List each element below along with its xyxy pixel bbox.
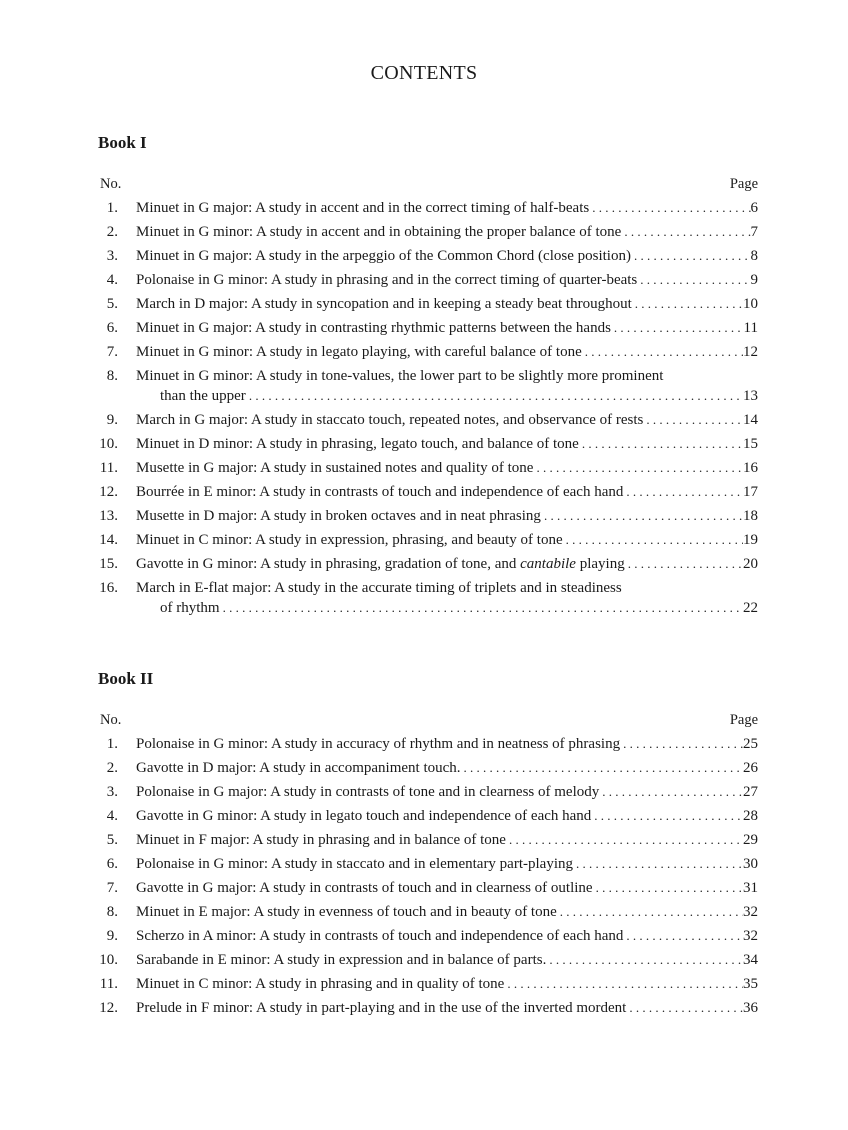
entry-title xyxy=(136,196,589,220)
entry-title-continued: of rhythm xyxy=(160,600,220,616)
entry-body xyxy=(136,268,758,292)
entry-number: 14. xyxy=(99,532,118,548)
entry-title xyxy=(136,828,506,852)
dot-leader xyxy=(589,196,750,220)
dot-leader xyxy=(506,828,743,852)
entry-line xyxy=(136,456,758,480)
entry-title-text: Gavotte in D major: A study in accompaniment touch. xyxy=(136,760,461,776)
dot-leader xyxy=(582,340,743,364)
entry-body xyxy=(136,432,758,456)
entry-body xyxy=(136,456,758,480)
toc-entry xyxy=(98,432,758,456)
dot-leader xyxy=(579,432,743,456)
entry-body xyxy=(136,220,758,244)
entry-number: 7. xyxy=(106,344,118,360)
entry-title xyxy=(136,876,593,900)
entry-body xyxy=(136,316,758,340)
entry-title-text: Minuet in G major: A study in accent and in the correct timing of half-beats xyxy=(136,200,590,216)
entry-title-text: March in G major: A study in staccato touch, repeated notes, and observance of rests xyxy=(136,412,644,428)
dot-leader xyxy=(504,972,743,996)
entry-number: 12. xyxy=(99,484,118,500)
dot-leader xyxy=(573,852,743,876)
entry-title-text: Minuet in D minor: A study in phrasing, legato touch, and balance of tone xyxy=(136,436,579,452)
entry-page-number: 9 xyxy=(750,272,758,288)
entry-page-number: 34 xyxy=(743,952,758,968)
entry-title-text: Minuet in G minor: A study in legato playing, with careful balance of tone xyxy=(136,344,582,360)
entry-title xyxy=(136,900,557,924)
entry-title-text: Sarabande in E minor: A study in expression and in balance of parts. xyxy=(136,952,547,968)
entry-number: 10. xyxy=(99,436,118,452)
entry-number: 3. xyxy=(106,784,118,800)
toc-entry xyxy=(98,196,758,220)
entry-title-text: March in D major: A study in syncopation and in keeping a steady beat throughout xyxy=(136,296,632,312)
entry-line xyxy=(136,340,758,364)
entry-page-number: 30 xyxy=(743,856,758,872)
entry-page-number: 32 xyxy=(743,928,758,944)
page-title: CONTENTS xyxy=(370,62,478,84)
entry-title-text: Musette in G major: A study in sustained notes and quality of tone xyxy=(136,460,534,476)
entry-title xyxy=(136,972,504,996)
entry-title-text: Prelude in F minor: A study in part-playing and in the use of the inverted mordent xyxy=(136,1000,627,1016)
entry-line xyxy=(136,408,758,432)
entry-line xyxy=(136,852,758,876)
entry-title xyxy=(136,480,623,504)
entry-line xyxy=(136,804,758,828)
book-1-section xyxy=(98,131,758,620)
entry-number: 4. xyxy=(106,272,118,288)
entry-title: March in E-flat major: A study in the accurate timing of triplets and in steadiness xyxy=(136,580,622,596)
entry-number: 9. xyxy=(106,928,118,944)
toc-entry xyxy=(98,220,758,244)
entry-page-number: 27 xyxy=(743,784,758,800)
entry-page-number: 25 xyxy=(743,736,758,752)
dot-leader xyxy=(637,268,750,292)
entry-body xyxy=(136,900,758,924)
toc-entry xyxy=(98,552,758,576)
entry-number: 1. xyxy=(106,736,118,752)
entry-title xyxy=(136,408,643,432)
entry-number: 6. xyxy=(106,856,118,872)
entry-title-text: Musette in D major: A study in broken octaves and in neat phrasing xyxy=(136,508,541,524)
entry-line xyxy=(136,780,758,804)
entry-page-number: 14 xyxy=(743,412,758,428)
entry-title-text: Gavotte in G minor: A study in phrasing, gradation of tone, and xyxy=(136,556,517,572)
toc-entry xyxy=(98,804,758,828)
dot-leader xyxy=(632,292,743,316)
entry-title-text: Bourrée in E minor: A study in contrasts of touch and independence of each hand xyxy=(136,484,624,500)
entry-title xyxy=(136,504,541,528)
entry-line xyxy=(136,732,758,756)
entry-title-text: Gavotte in G major: A study in contrasts of touch and in clearness of outline xyxy=(136,880,593,896)
entry-title-text: Minuet in C minor: A study in expression, phrasing, and beauty of tone xyxy=(136,532,563,548)
entry-number: 6. xyxy=(106,320,118,336)
entry-title-continued: than the upper xyxy=(160,388,246,404)
entry-title-text: Minuet in G major: A study in the arpeggio of the Common Chord (close position) xyxy=(136,248,631,264)
book-2-section xyxy=(98,667,758,1020)
toc-entry xyxy=(98,576,758,620)
entry-title xyxy=(136,528,563,552)
entry-line xyxy=(136,220,758,244)
entry-line xyxy=(136,292,758,316)
entry-body xyxy=(136,504,758,528)
entry-page-number: 18 xyxy=(743,508,758,524)
entry-line xyxy=(136,876,758,900)
entry-line xyxy=(136,480,758,504)
entry-title xyxy=(136,732,620,756)
entry-line xyxy=(136,316,758,340)
entry-line xyxy=(136,504,758,528)
entry-body xyxy=(136,244,758,268)
dot-leader xyxy=(599,780,743,804)
entry-line xyxy=(136,196,758,220)
entry-body xyxy=(136,804,758,828)
entry-title xyxy=(136,780,599,804)
entry-number: 1. xyxy=(106,200,118,216)
entry-body xyxy=(136,924,758,948)
entry-number: 11. xyxy=(99,976,118,992)
toc-entry xyxy=(98,876,758,900)
entry-body xyxy=(136,852,758,876)
entry-list xyxy=(98,196,758,620)
dot-leader xyxy=(220,596,743,620)
toc-entry xyxy=(98,828,758,852)
entry-body xyxy=(136,528,758,552)
toc-entry xyxy=(98,364,758,408)
entry-number: 10. xyxy=(99,952,118,968)
entry-number: 4. xyxy=(106,808,118,824)
entry-body xyxy=(136,780,758,804)
entry-page-number: 15 xyxy=(743,436,758,452)
entry-body xyxy=(136,340,758,364)
entry-title xyxy=(136,756,461,780)
entry-title xyxy=(136,316,611,340)
entry-title xyxy=(136,432,579,456)
entry-title-text: Minuet in G major: A study in contrasting rhythmic patterns between the hands xyxy=(136,320,611,336)
toc-entry xyxy=(98,292,758,316)
entry-page-number: 32 xyxy=(743,904,758,920)
toc-entry xyxy=(98,244,758,268)
entry-page-number: 11 xyxy=(743,320,758,336)
entry-body xyxy=(136,480,758,504)
entry-page-number: 20 xyxy=(743,556,758,572)
entry-number: 7. xyxy=(106,880,118,896)
dot-leader xyxy=(591,804,743,828)
entry-number: 12. xyxy=(99,1000,118,1016)
entry-page-number: 29 xyxy=(743,832,758,848)
entry-body xyxy=(136,828,758,852)
entry-body xyxy=(136,732,758,756)
entry-page-number: 12 xyxy=(743,344,758,360)
dot-leader xyxy=(621,220,750,244)
entry-body xyxy=(136,196,758,220)
entry-title-text: Polonaise in G minor: A study in phrasing and in the correct timing of quarter-beats xyxy=(136,272,638,288)
entry-line xyxy=(136,552,758,576)
column-headers xyxy=(98,708,758,732)
column-headers xyxy=(98,172,758,196)
entry-list xyxy=(98,732,758,1020)
entry-page-number: 13 xyxy=(743,388,758,404)
entry-page-number: 8 xyxy=(750,248,758,264)
entry-page-number: 26 xyxy=(743,760,758,776)
toc-entry xyxy=(98,456,758,480)
dot-leader xyxy=(625,552,743,576)
entry-line xyxy=(136,948,758,972)
toc-entry xyxy=(98,996,758,1020)
entry-line xyxy=(136,972,758,996)
dot-leader xyxy=(626,996,743,1020)
entry-title: Minuet in G minor: A study in tone-values, the lower part to be slightly more prominent xyxy=(136,368,664,384)
entry-number: 13. xyxy=(99,508,118,524)
number-column-header: No. xyxy=(100,176,122,192)
page-column-header: Page xyxy=(729,176,758,192)
page-column-header: Page xyxy=(729,712,758,728)
entry-number: 3. xyxy=(106,248,118,264)
toc-entry xyxy=(98,480,758,504)
entry-title-text: Polonaise in G minor: A study in accuracy of rhythm and in neatness of phrasing xyxy=(136,736,621,752)
entry-number: 8. xyxy=(106,368,118,384)
entry-title xyxy=(136,292,632,316)
entry-line xyxy=(136,432,758,456)
entry-title xyxy=(136,268,637,292)
entry-page-number: 10 xyxy=(743,296,758,312)
entry-title-text: Minuet in E major: A study in evenness of touch and in beauty of tone xyxy=(136,904,557,920)
entry-page-number: 6 xyxy=(750,200,758,216)
entry-line xyxy=(136,828,758,852)
entry-title xyxy=(136,924,623,948)
entry-title xyxy=(136,852,573,876)
dot-leader xyxy=(620,732,743,756)
dot-leader xyxy=(461,756,743,780)
entry-line xyxy=(136,268,758,292)
entry-body xyxy=(136,408,758,432)
toc-entry xyxy=(98,316,758,340)
entry-title-text: Gavotte in G minor: A study in legato touch and independence of each hand xyxy=(136,808,592,824)
dot-leader xyxy=(631,244,751,268)
entry-line xyxy=(136,996,758,1020)
entry-title-italic: cantabile xyxy=(520,556,576,572)
entry-title xyxy=(136,552,625,576)
entry-page-number: 36 xyxy=(743,1000,758,1016)
entry-title-text-after: playing xyxy=(579,556,625,572)
entry-title xyxy=(136,996,626,1020)
entry-line xyxy=(136,528,758,552)
entry-line xyxy=(136,900,758,924)
entry-page-number: 28 xyxy=(743,808,758,824)
entry-page-number: 31 xyxy=(743,880,758,896)
dot-leader xyxy=(623,480,743,504)
entry-line xyxy=(136,756,758,780)
entry-body xyxy=(136,292,758,316)
entry-number: 2. xyxy=(106,224,118,240)
toc-entry xyxy=(98,948,758,972)
entry-body xyxy=(136,876,758,900)
entry-title-text: Minuet in G minor: A study in accent and in obtaining the proper balance of tone xyxy=(136,224,622,240)
entry-title xyxy=(136,244,631,268)
toc-entry xyxy=(98,504,758,528)
entry-body xyxy=(136,364,758,408)
entry-body xyxy=(136,948,758,972)
entry-body xyxy=(136,756,758,780)
entry-title xyxy=(136,220,621,244)
entry-page-number: 16 xyxy=(743,460,758,476)
entry-title-text: Minuet in C minor: A study in phrasing and in quality of tone xyxy=(136,976,505,992)
dot-leader xyxy=(623,924,743,948)
entry-number: 16. xyxy=(99,580,118,596)
dot-leader xyxy=(643,408,743,432)
entry-title xyxy=(136,340,582,364)
entry-title xyxy=(136,456,533,480)
entry-number: 5. xyxy=(106,296,118,312)
entry-number: 8. xyxy=(106,904,118,920)
dot-leader xyxy=(557,900,743,924)
toc-entry xyxy=(98,900,758,924)
entry-title-text: Polonaise in G minor: A study in staccato and in elementary part-playing xyxy=(136,856,573,872)
entry-line xyxy=(136,244,758,268)
entry-title xyxy=(136,804,591,828)
book-heading: Book II xyxy=(98,669,154,688)
number-column-header: No. xyxy=(100,712,122,728)
dot-leader xyxy=(546,948,743,972)
toc-entry xyxy=(98,340,758,364)
toc-entry xyxy=(98,732,758,756)
entry-title xyxy=(136,948,546,972)
book-heading: Book I xyxy=(98,133,147,152)
toc-entry xyxy=(98,924,758,948)
entry-page-number: 35 xyxy=(743,976,758,992)
entry-body xyxy=(136,576,758,620)
entry-body xyxy=(136,972,758,996)
toc-entry xyxy=(98,408,758,432)
entry-body xyxy=(136,996,758,1020)
toc-entry xyxy=(98,780,758,804)
dot-leader xyxy=(246,384,743,408)
toc-entry xyxy=(98,528,758,552)
dot-leader xyxy=(541,504,743,528)
entry-number: 15. xyxy=(99,556,118,572)
entry-number: 5. xyxy=(106,832,118,848)
entry-title-text: Scherzo in A minor: A study in contrasts of touch and independence of each hand xyxy=(136,928,624,944)
entry-line xyxy=(136,384,758,408)
entry-line xyxy=(136,924,758,948)
dot-leader xyxy=(611,316,744,340)
dot-leader xyxy=(533,456,743,480)
entry-body xyxy=(136,552,758,576)
dot-leader xyxy=(563,528,743,552)
toc-entry xyxy=(98,756,758,780)
entry-page-number: 17 xyxy=(743,484,758,500)
entry-page-number: 22 xyxy=(743,600,758,616)
entry-line xyxy=(136,596,758,620)
entry-title-text: Polonaise in G major: A study in contrasts of tone and in clearness of melody xyxy=(136,784,600,800)
toc-entry xyxy=(98,972,758,996)
entry-page-number: 19 xyxy=(743,532,758,548)
toc-entry xyxy=(98,852,758,876)
entry-number: 11. xyxy=(99,460,118,476)
entry-page-number: 7 xyxy=(750,224,758,240)
dot-leader xyxy=(593,876,743,900)
entry-number: 9. xyxy=(106,412,118,428)
toc-entry xyxy=(98,268,758,292)
entry-title-text: Minuet in F major: A study in phrasing and in balance of tone xyxy=(136,832,506,848)
entry-number: 2. xyxy=(106,760,118,776)
